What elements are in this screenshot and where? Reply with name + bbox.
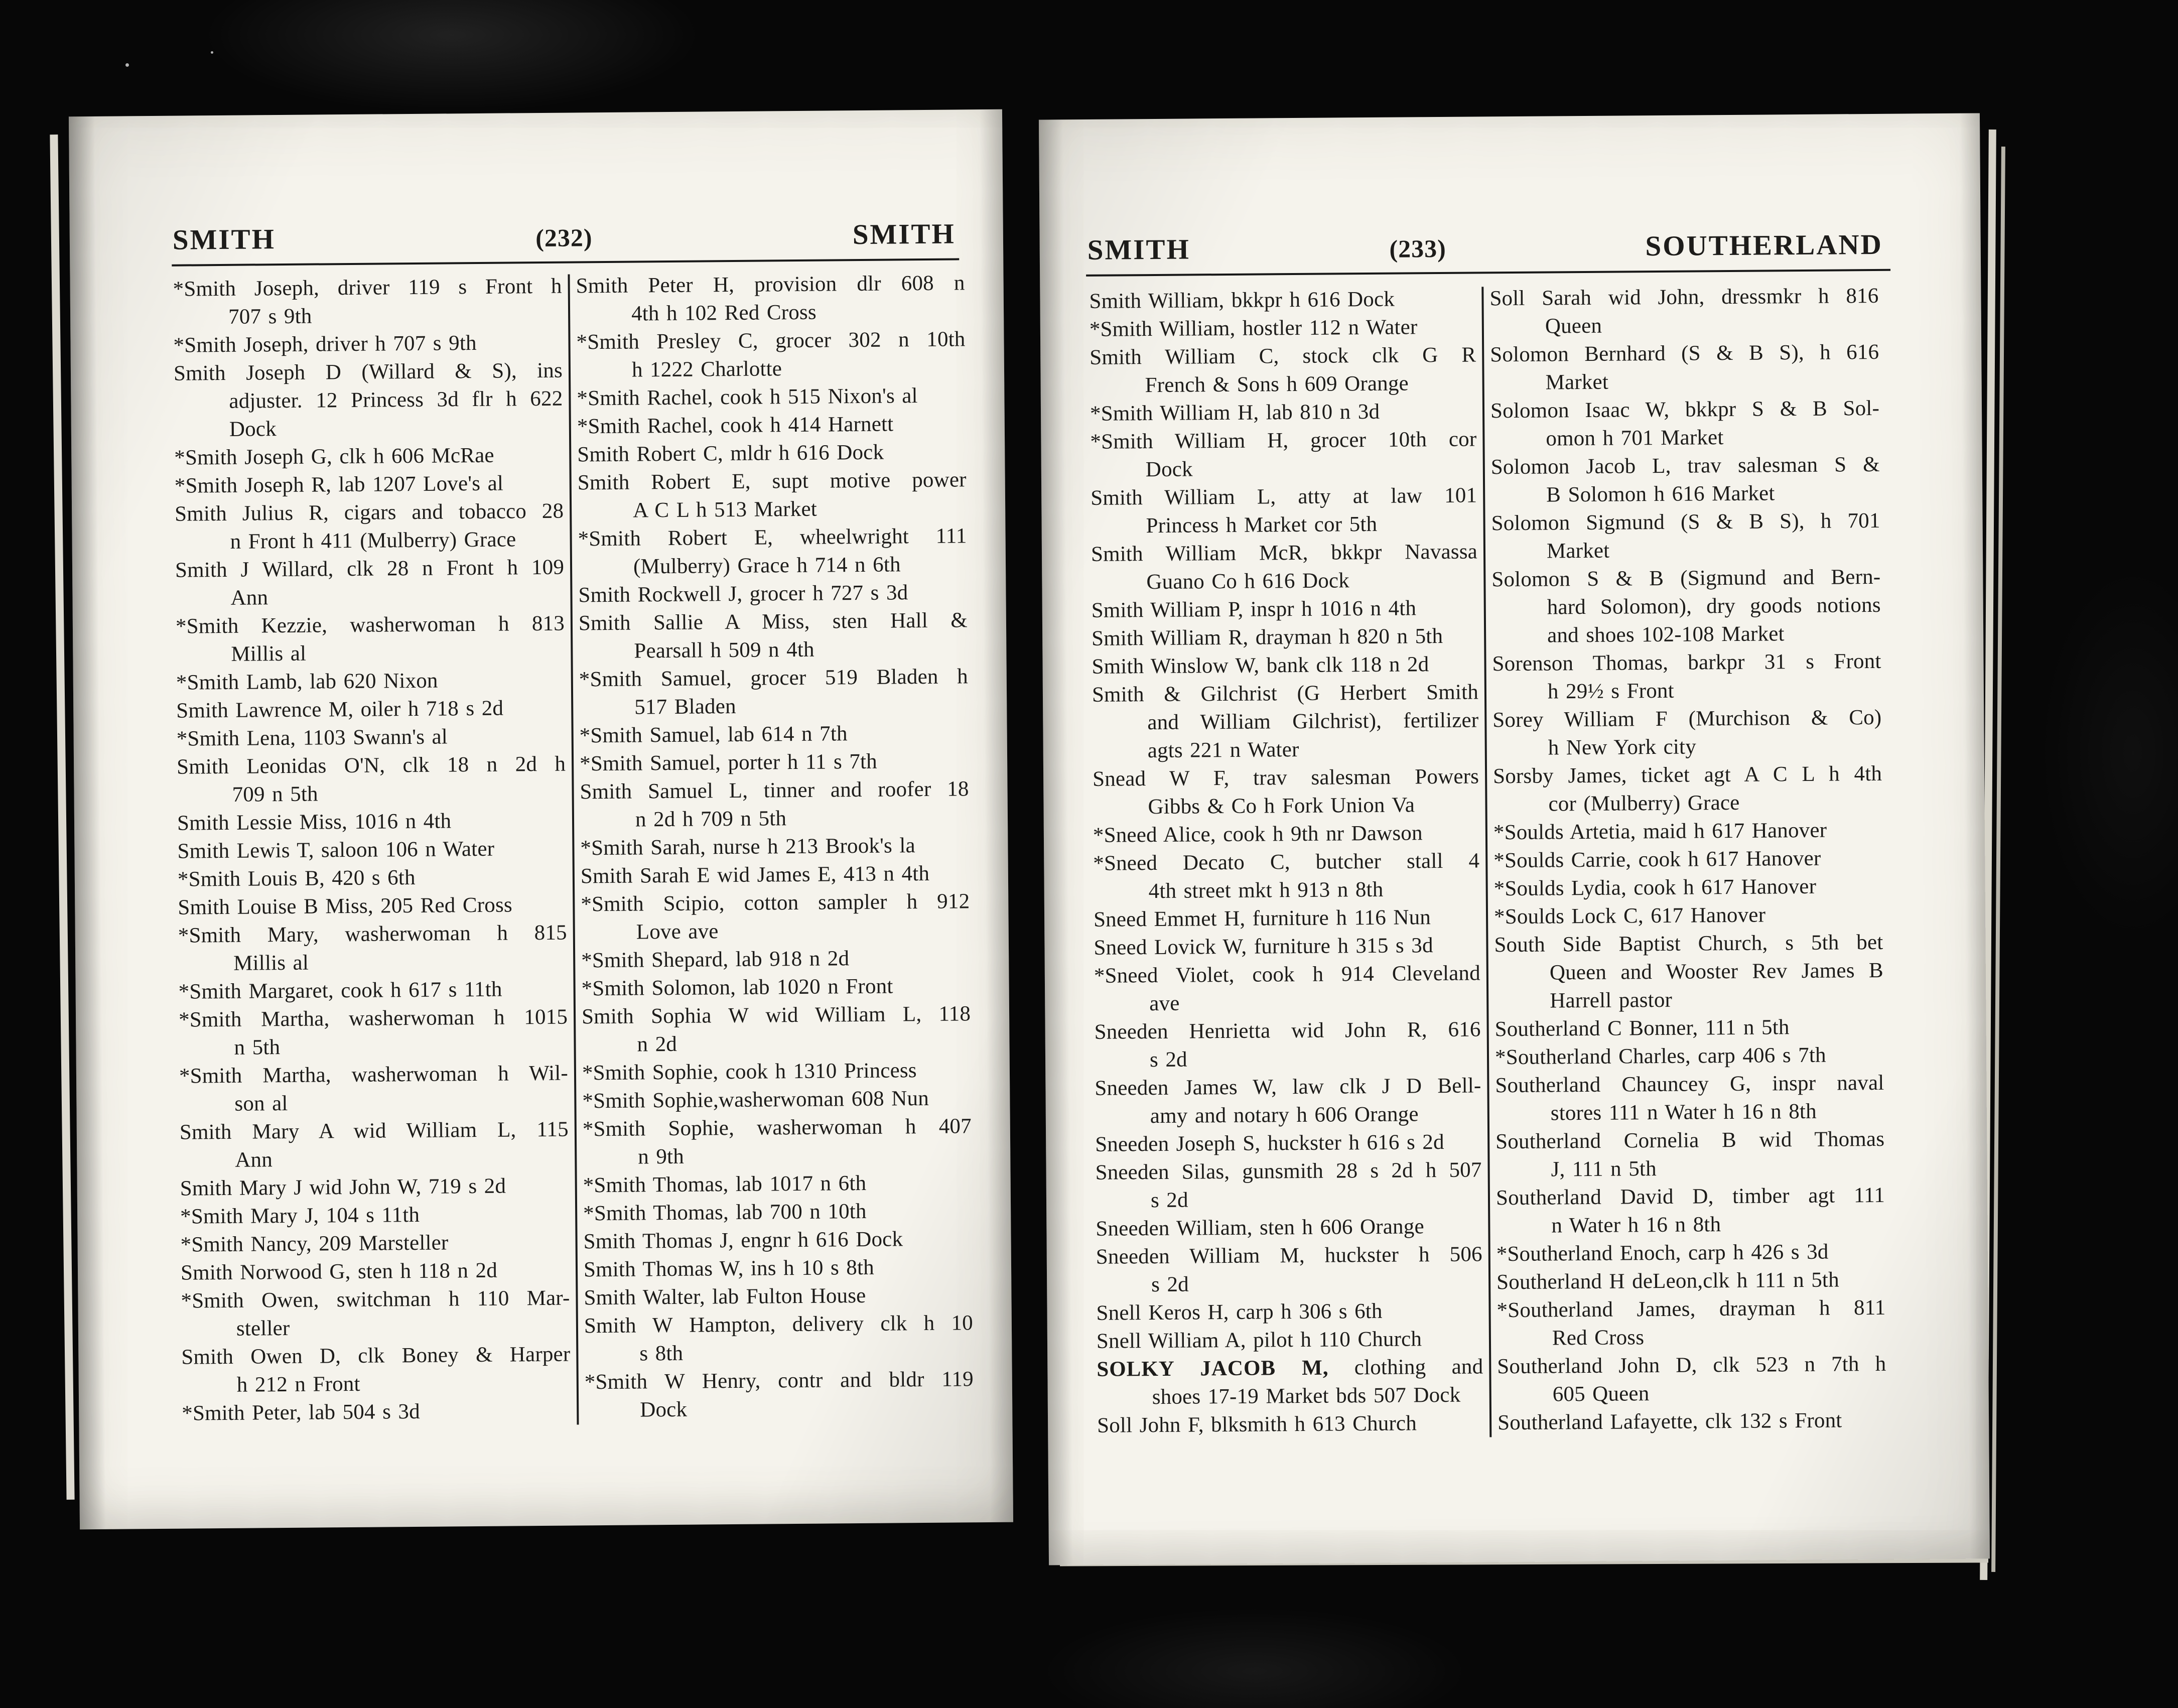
directory-entry [579,663,969,722]
directory-entry [581,859,970,890]
directory-entry [578,522,967,581]
directory-entry [1496,1181,1885,1240]
directory-entry [581,944,970,975]
entry-continuation-line: 517 Bladen [634,694,736,719]
entry-first-line: Smith Lawrence M, oiler h 718 s 2d [176,696,504,723]
directory-entry [174,357,563,444]
directory-entry [179,1003,568,1063]
entry-continuation-line: Dock [1145,457,1193,482]
entry-continuation-line: stores 111 n Water h 16 n 8th [1550,1099,1817,1125]
header-rule [172,258,959,266]
directory-entry [1489,282,1879,341]
directory-entry [579,606,968,666]
entry-continuation-line: Market [1545,370,1609,395]
directory-entry [1495,1069,1884,1128]
entry-first-line: *Southerland James, drayman h 811 [1496,1295,1886,1323]
entry-continuation-line: adjuster. 12 Princess 3d flr h 622 [229,386,563,413]
entry-continuation-line: Red Cross [1552,1326,1645,1350]
directory-entry [1091,482,1477,541]
entry-continuation-line: h 1222 Charlotte [631,357,782,382]
entry-first-line: Sneeden William M, huckster h 506 [1096,1242,1482,1269]
directory-entry [173,273,562,332]
entry-first-line: Smith William R, drayman h 820 n 5th [1092,624,1443,650]
entry-continuation-line: ave [1149,991,1180,1016]
entry-first-line: Smith Rockwell J, grocer h 727 s 3d [578,581,908,607]
entry-first-line: Smith W Hampton, delivery clk h 10 [584,1311,974,1338]
directory-entry [1096,1240,1483,1299]
entry-first-line: Solomon Jacob L, trav salesman S & [1490,452,1880,479]
entry-first-line: *Smith Louis B, 420 s 6th [177,865,416,891]
header-rule [1086,269,1890,277]
directory-entry [1494,929,1883,1015]
page-header [1087,228,1883,267]
entry-first-line: *Smith W Henry, contr and bldr 119 [584,1367,974,1394]
directory-entry [180,1172,569,1203]
entry-first-line: Smith William, bkkpr h 616 Dock [1089,287,1395,313]
entry-first-line: *Smith Scipio, cotton sampler h 912 [581,889,970,916]
entry-first-line: Smith Samuel L, tinner and roofer 18 [580,777,969,804]
directory-entry [182,1397,571,1428]
directory-entry [176,694,565,725]
entry-first-line: *Sneed Decato C, butcher stall 4 [1093,849,1480,875]
directory-entry [1492,647,1881,706]
entry-first-line: Sneed Emmet H, furniture h 116 Nun [1093,905,1431,932]
directory-column-2 [576,269,974,1424]
entry-first-line: Smith Sallie A Miss, sten Hall & [578,608,968,635]
directory-entry [1093,819,1479,849]
directory-entry [1496,1238,1885,1268]
entry-first-line: *Smith Martha, washerwoman h Wil- [179,1061,569,1088]
entry-first-line: *Smith Thomas, lab 700 n 10th [583,1199,867,1226]
entry-continuation-line: 709 n 5th [232,782,318,807]
directory-entry [583,1168,972,1200]
directory-entry [1491,507,1880,566]
entry-continuation-line: A C L h 513 Market [632,497,818,522]
directory-entry [576,269,965,328]
entry-continuation-line: French & Sons h 609 Orange [1145,371,1409,398]
entry-first-line: *Smith Sophie,washerwoman 608 Nun [582,1086,929,1113]
column-layout [173,269,1012,1428]
directory-entry [1094,903,1480,934]
entry-first-line: Southerland H deLeon,clk h 111 n 5th [1496,1268,1839,1294]
directory-entry [582,1000,971,1059]
directory-entry [1093,847,1480,905]
directory-column-1 [1089,285,1483,1440]
entry-first-line: *Smith Sophie, washerwoman h 407 [582,1114,972,1141]
entry-continuation-line: n 2d h 709 n 5th [635,807,787,832]
entry-continuation-line: shoes 17-19 Market bds 507 Dock [1152,1383,1461,1409]
entry-continuation-line: n 2d [637,1032,677,1057]
directory-entry [1096,1212,1482,1243]
entry-first-line: *Smith Nancy, 209 Marsteller [180,1231,449,1257]
entry-first-line: Southerland Lafayette, clk 132 s Front [1497,1408,1842,1435]
entry-continuation-line: s 2d [1149,1047,1187,1072]
directory-entry [1494,900,1883,931]
entry-continuation-line: amy and notary h 606 Orange [1150,1102,1419,1128]
directory-entry [178,975,567,1006]
directory-entry [1496,1294,1886,1353]
entry-first-line: *Smith Peter, lab 504 s 3d [182,1399,421,1425]
directory-entry [579,719,968,750]
directory-entry [1089,285,1475,316]
entry-first-line: *Smith Presley C, grocer 302 n 10th [576,327,966,354]
entry-first-line: Smith Thomas W, ins h 10 s 8th [583,1255,875,1282]
directory-entry [1492,704,1882,762]
entry-first-line: Smith Sophia W wid William L, 118 [581,1002,971,1029]
directory-entry [177,750,566,810]
entry-continuation-line: Ann [235,1148,273,1172]
entry-first-line: Smith William C, stock clk G R [1090,343,1476,369]
entry-continuation-line: Gibbs & Co h Fork Union Va [1148,793,1415,819]
entry-continuation-line: s 2d [1151,1272,1189,1297]
running-head-right: SOUTHERLAND [1645,228,1883,262]
entry-first-line: *Soulds Lydia, cook h 617 Hanover [1493,874,1817,901]
directory-entry [580,775,969,834]
running-head-right: SMITH [852,218,956,251]
entry-first-line: *Smith Mary J, 104 s 11th [180,1203,420,1229]
entry-first-line: *Smith Lamb, lab 620 Nixon [176,669,438,695]
column-layout [1089,281,1989,1439]
entry-first-line: *Sneed Alice, cook h 9th nr Dawson [1093,821,1423,847]
entry-first-line: Smith J Willard, clk 28 n Front h 109 [175,555,565,582]
directory-entry [1095,1072,1481,1130]
directory-entry [180,1116,569,1175]
directory-entry [1090,313,1476,344]
directory-entry [1491,451,1880,509]
entry-first-line: Southerland David D, timber agt 111 [1495,1183,1885,1210]
entry-continuation-line: h New York city [1548,735,1697,760]
entry-continuation-line: n Water h 16 n 8th [1551,1213,1721,1238]
entry-first-line: Soll Sarah wid John, dressmkr h 816 [1489,284,1879,311]
entry-continuation-line: Pearsall h 509 n 4th [634,637,814,663]
entry-first-line: Sneeden James W, law clk J D Bell- [1095,1074,1481,1100]
directory-entry [582,1056,971,1087]
directory-entry [1498,1406,1886,1437]
entry-continuation-line: Dock [640,1397,688,1422]
entry-first-line: Sorenson Thomas, barkpr 31 s Front [1492,649,1881,676]
entry-first-line: Sneeden Silas, gunsmith 28 s 2d h 507 [1095,1158,1482,1185]
entry-continuation-line: hard Solomon), dry goods notions [1547,593,1881,619]
directory-entry [1096,1296,1482,1327]
directory-entry [1097,1409,1483,1439]
entry-first-line: Smith William L, atty at law 101 [1091,483,1477,510]
directory-entry [1490,395,1880,453]
directory-entry [175,469,564,500]
directory-entry [584,1253,973,1284]
entry-continuation-line: Harrell pastor [1550,988,1673,1013]
directory-entry [1095,1156,1482,1215]
entry-continuation-line: n Front h 411 (Mulberry) Grace [230,528,516,554]
entry-continuation-line: B Solomon h 616 Market [1546,481,1775,507]
entry-first-line: Sneeden Henrietta wid John R, 616 [1094,1017,1481,1044]
entry-continuation-line: Millis al [231,641,307,666]
entry-first-line: *Smith Mary, washerwoman h 815 [178,921,567,948]
entry-first-line: *Smith Lena, 1103 Swann's al [176,725,448,751]
entry-first-line: Smith Mary J wid John W, 719 s 2d [180,1174,506,1201]
entry-first-line: *Smith Sarah, nurse h 213 Brook's la [580,834,916,860]
entry-first-line: *Smith Shepard, lab 918 n 2d [581,947,850,973]
page-number: (232) [535,223,593,252]
directory-column-2 [1489,282,1886,1437]
directory-entry [576,325,966,384]
entry-continuation-line: 4th street mkt h 913 n 8th [1148,877,1384,903]
directory-entry [1493,844,1882,875]
directory-entry [1090,398,1476,428]
entry-first-line: Solomon Isaac W, bkkpr S & B Sol- [1490,396,1880,423]
directory-entry [177,807,566,838]
directory-entry [1493,760,1882,819]
entry-continuation-line: (Mulberry) Grace h 714 n 6th [633,553,901,579]
entry-first-line: *Southerland Enoch, carp h 426 s 3d [1496,1240,1829,1266]
entry-continuation-line: Market [1546,539,1610,563]
directory-column-1 [173,273,571,1428]
entry-first-line: Smith Leonidas O'N, clk 18 n 2d h [176,752,566,779]
entry-first-line: *Southerland Charles, carp 406 s 7th [1494,1043,1826,1070]
directory-entry [178,919,568,978]
directory-entry [1091,538,1478,596]
entry-first-line: *Smith Robert E, wheelwright 111 [578,524,967,551]
entry-first-line: Sneeden William, sten h 606 Orange [1096,1215,1424,1241]
entry-continuation-line: s 2d [1150,1188,1188,1213]
entry-continuation-line: 707 s 9th [228,304,312,329]
directory-entry [1493,872,1882,903]
entry-first-line: *Smith Joseph R, lab 1207 Love's al [174,471,504,498]
entry-first-line: *Smith Thomas, lab 1017 n 6th [583,1171,867,1198]
entry-continuation-line: Ann [230,586,268,610]
directory-entry [1495,1041,1884,1072]
entry-continuation-line: agts 221 n Water [1147,737,1299,763]
entry-first-line: *Smith Solomon, lab 1020 n Front [581,974,893,1001]
scan-speck [211,51,213,54]
directory-entry [179,1060,569,1119]
entry-first-line: Solomon S & B (Sigmund and Bern- [1491,565,1881,592]
entry-continuation-line: and William Gilchrist), fertilizer [1147,708,1479,735]
directory-entry [1094,931,1480,962]
entry-continuation-line: omon h 701 Market [1546,426,1724,451]
directory-entry [577,381,966,413]
entry-first-line: Southerland Chauncey G, inspr naval [1495,1071,1884,1098]
directory-entry [583,1197,972,1228]
entry-continuation-line: J, 111 n 5th [1551,1157,1657,1181]
entry-first-line: Sneeden Joseph S, huckster h 616 s 2d [1095,1130,1444,1156]
entry-first-line: *Smith Martha, washerwoman h 1015 [178,1005,568,1032]
directory-entry [176,610,565,669]
directory-entry [1490,338,1879,397]
entry-first-line: Smith Robert E, supt motive power [577,468,967,495]
directory-entry [583,1225,972,1256]
page-number: (233) [1389,234,1447,263]
entry-first-line: Smith Robert C, mldr h 616 Dock [577,440,884,467]
directory-entry [1495,1125,1885,1184]
entry-continuation-line: Dock [229,417,277,441]
directory-entry [1496,1266,1885,1296]
directory-entry [582,1084,971,1115]
page-233 [1039,113,1990,1565]
directory-entry [578,466,967,525]
entry-continuation-line: and shoes 102-108 Market [1547,622,1785,647]
entry-first-line: *Smith Joseph, driver h 707 s 9th [173,331,477,357]
directory-entry [1093,762,1479,821]
entry-first-line: *Smith Rachel, cook h 414 Harnett [577,412,894,439]
directory-entry [178,891,567,922]
entry-first-line: *Sneed Violet, cook h 914 Cleveland [1094,961,1481,988]
entry-continuation-line: son al [234,1091,288,1116]
entry-first-line: South Side Baptist Church, s 5th bet [1494,930,1883,957]
entry-first-line: Smith Lessie Miss, 1016 n 4th [177,809,452,835]
directory-entry [174,441,563,472]
bold-entry-name: SOLKY JACOB M, [1097,1356,1329,1381]
entry-first-line: Snead W F, trav salesman Powers [1092,764,1479,791]
directory-entry [177,722,566,753]
directory-entry [173,329,562,360]
entry-continuation-line: h 29½ s Front [1547,679,1674,704]
directory-entry [580,831,969,862]
entry-continuation-line: 605 Queen [1552,1382,1650,1406]
entry-first-line: Smith Norwood G, sten h 118 n 2d [180,1258,498,1285]
entry-continuation-line: n 9th [638,1144,685,1169]
directory-entry [180,1200,569,1231]
entry-first-line: *Smith Sophie, cook h 1310 Princess [582,1059,917,1085]
entry-continuation-line: steller [236,1316,290,1341]
entry-first-line: *Smith Owen, switchman h 110 Mar- [181,1286,570,1313]
directory-entry [1090,341,1476,400]
directory-entry [178,863,567,894]
entry-first-line: Smith Walter, lab Fulton House [584,1283,866,1310]
entry-first-line: Sorey William F (Murchison & Co) [1492,705,1882,732]
directory-entry [181,1256,570,1287]
entry-continuation-line: n 5th [234,1035,281,1060]
directory-entry [1493,816,1882,847]
directory-entry [1092,650,1478,681]
entry-first-line: *Smith Margaret, cook h 617 s 11th [178,977,502,1004]
page-232 [69,109,1013,1530]
running-head-left: SMITH [1087,233,1191,266]
entry-first-line: *Smith Samuel, lab 614 n 7th [579,722,848,748]
entry-first-line: Sorsby James, ticket agt A C L h 4th [1492,761,1882,789]
directory-entry [176,666,565,697]
entry-first-line: *Smith Samuel, porter h 11 s 7th [579,749,878,776]
entry-first-line: Smith William McR, bkkpr Navassa [1091,540,1478,566]
entry-first-line: Snell Keros H, carp h 306 s 6th [1096,1299,1383,1325]
column-divider [1481,287,1491,1437]
directory-entry [1092,678,1479,765]
entry-first-line: Smith Peter H, provision dlr 608 n [576,271,965,298]
entry-first-line: SOLKY JACOB M, clothing and [1097,1355,1483,1381]
directory-entry [1094,1015,1481,1074]
directory-entry [581,887,970,947]
entry-first-line: Smith Julius R, cigars and tobacco 28 [175,499,564,526]
entry-first-line: *Soulds Artetia, maid h 617 Hanover [1493,818,1827,845]
directory-entry [584,1309,974,1368]
directory-entry [1494,1013,1883,1043]
entry-first-line: *Soulds Lock C, 617 Hanover [1493,903,1766,929]
entry-first-line: *Smith Rachel, cook h 515 Nixon's al [577,384,918,411]
running-head-left: SMITH [172,223,276,256]
directory-entry [578,578,967,609]
directory-entry [585,1365,974,1424]
entry-continuation-line: Queen [1545,314,1602,338]
entry-continuation-line: cor (Mulberry) Grace [1548,791,1740,816]
entry-continuation-line: Millis al [233,951,309,975]
entry-continuation-line: h 212 n Front [236,1372,360,1397]
directory-entry [581,972,970,1003]
entry-first-line: Southerland C Bonner, 111 n 5th [1494,1015,1790,1041]
entry-first-line: *Smith William H, lab 810 n 3d [1090,400,1380,426]
entry-continuation-line: Queen and Wooster Rev James B [1549,958,1884,985]
entry-first-line: *Soulds Carrie, cook h 617 Hanover [1493,846,1821,873]
entry-first-line: Smith Joseph D (Willard & S), ins [173,358,563,385]
directory-entry [580,747,969,778]
entry-first-line: *Smith Joseph G, clk h 606 McRae [174,443,494,470]
directory-entry [1094,959,1481,1018]
directory-entry [584,1281,973,1312]
directory-entry [175,554,565,613]
directory-entry [1092,594,1478,624]
directory-entry [577,410,966,441]
entry-first-line: Smith Owen D, clk Boney & Harper [181,1342,571,1369]
entry-continuation-line: Love ave [636,919,719,944]
entry-first-line: Southerland Cornelia B wid Thomas [1495,1127,1885,1154]
directory-entry [577,438,966,469]
directory-entry [1097,1325,1483,1355]
entry-first-line: Smith Mary A wid William L, 115 [179,1117,569,1144]
entry-first-line: Southerland John D, clk 523 n 7th h [1497,1352,1886,1379]
entry-first-line: Smith Thomas J, engnr h 616 Dock [583,1227,903,1254]
directory-entry [177,835,566,866]
entry-continuation-line: Guano Co h 616 Dock [1146,569,1350,594]
directory-entry [1092,622,1478,652]
directory-entry [583,1112,972,1171]
entry-first-line: Smith Louise B Miss, 205 Red Cross [178,893,513,919]
entry-first-line: Smith Lewis T, saloon 106 n Water [177,837,495,863]
entry-first-line: *Smith Samuel, grocer 519 Bladen h [579,665,968,692]
entry-first-line: *Smith William, hostler 112 n Water [1089,315,1418,341]
entry-first-line: *Smith Joseph, driver 119 s Front h [173,274,562,301]
directory-entry [181,1284,570,1344]
entry-continuation-line: 4th h 102 Red Cross [631,300,817,326]
entry-first-line: Solomon Sigmund (S & B S), h 701 [1491,508,1880,536]
entry-continuation-line: Princess h Market cor 5th [1146,512,1378,538]
entry-first-line: Smith Winslow W, bank clk 118 n 2d [1092,652,1429,679]
directory-entry [1090,426,1477,484]
entry-first-line: Sneed Lovick W, furniture h 315 s 3d [1094,934,1433,960]
entry-first-line: *Smith William H, grocer 10th cor [1090,427,1477,454]
directory-entry [1097,1353,1483,1411]
entry-first-line: Soll John F, blksmith h 613 Church [1097,1411,1417,1437]
page-header [173,217,956,256]
entry-first-line: Smith & Gilchrist (G Herbert Smith [1092,680,1479,707]
directory-entry [180,1228,569,1259]
entry-first-line: Solomon Bernhard (S & B S), h 616 [1490,340,1879,367]
scan-speck [125,63,129,67]
directory-entry [1497,1350,1886,1409]
entry-first-line: Smith Sarah E wid James E, 413 n 4th [580,861,930,888]
entry-first-line: Snell William A, pilot h 110 Church [1096,1327,1422,1353]
entry-first-line: *Smith Kezzie, washerwoman h 813 [175,611,565,638]
entry-continuation-line: s 8th [639,1341,684,1366]
directory-entry [1095,1128,1481,1158]
directory-entry [181,1341,571,1400]
directory-entry [1491,563,1881,650]
directory-entry [175,497,564,557]
entry-first-line: Smith William P, inspr h 1016 n 4th [1091,596,1417,622]
